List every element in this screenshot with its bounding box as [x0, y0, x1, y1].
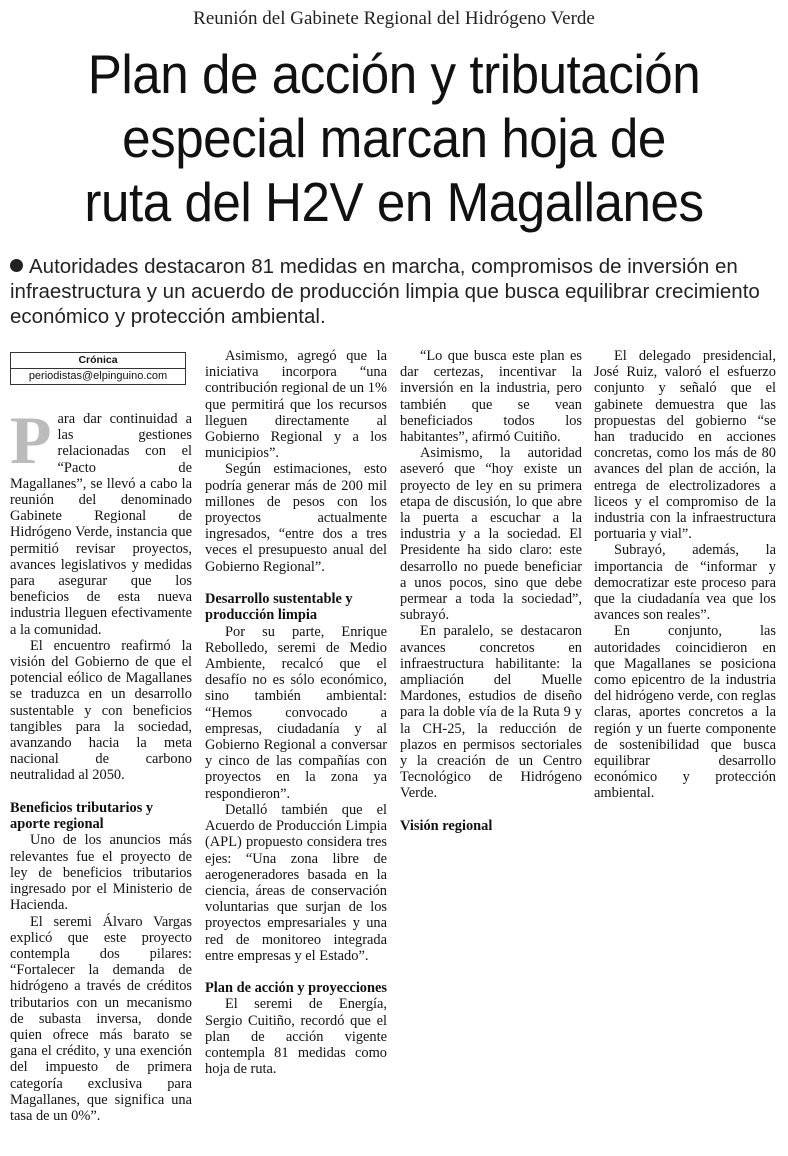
- subheading: Beneficios tributarios y aporte regional: [10, 799, 154, 833]
- subheading: Visión regional: [400, 817, 493, 834]
- paragraph: En paralelo, se destacaron avances concretos en infraestructura habilitante: la ampliación del Muelle Mardones, estudios de diseño para la doble vía de la Ruta 9 y la CH-25, la reducción de plazos en permisos sectoriales y la creación de un Centro Tecnológico de Hidrógeno Verde.: [400, 623, 582, 802]
- paragraph: En conjunto, las autoridades coincidieron en que Magallanes se posiciona como epicentro de la industria del hidrógeno verde, con reglas claras, aportes concretos a la región y un fuerte componente de sostenibilidad que busca equilibrar desarrollo económico y protección ambiental.: [594, 623, 776, 802]
- bullet-icon: [10, 259, 23, 272]
- dropcap: P: [10, 402, 52, 478]
- headline-line: ruta del H2V en Magallanes: [84, 171, 704, 233]
- column-3: [400, 348, 582, 834]
- paragraph: Subrayó, además, la importancia de “informar y democratizar este proceso para que la ciudadanía vea que los avances son reales”.: [594, 542, 776, 624]
- paragraph: El delegado presidencial, José Ruiz, valoró el esfuerzo conjunto y señaló que el gabinete demuestra que las propuestas del gobierno “se han traducido en acciones concretas, como los más de 80 avances del plan de acción, la entrega de electrolizadores a liceos y el compromiso de la industria con la infraestructura portuaria y vial”.: [594, 348, 776, 543]
- paragraph: El encuentro reafirmó la visión del Gobierno de que el potencial eólico de Magallanes se traduzca en un desarrollo sustentable y con beneficios tangibles para la sociedad, avanzando hacia la meta nacional de carbono neutralidad al 2050.: [10, 637, 192, 784]
- byline-section: Crónica: [11, 353, 185, 369]
- headline-line: Plan de acción y tributación: [87, 43, 701, 105]
- paragraph: Según estimaciones, esto podría generar más de 200 mil millones de pesos con los proyectos actualmente ingresados, “entre dos a tres veces el presupuesto anual del Gobierno Regional”.: [205, 461, 387, 575]
- paragraph: “Lo que busca este plan es dar certezas, incentivar la inversión en la industria, pero también que se vean beneficiados todos los habitantes”, afirmó Cuitiño.: [400, 348, 582, 446]
- paragraph: Asimismo, la autoridad aseveró que “hoy existe un proyecto de ley en su primera etapa de discusión, lo que abre la puerta a escuchar a la industria y a la sociedad. El Presidente ha sido claro: este desarrollo no puede beneficiar a unos pocos, sino que debe permear a toda la sociedad”, subrayó.: [400, 445, 582, 624]
- column-4: [594, 348, 776, 802]
- paragraph: El seremi Álvaro Vargas explicó que este proyecto contempla dos pilares: “Fortalecer la demanda de hidrógeno a través de créditos tributarios con un mecanismo de subasta inversa, donde quien ofrece más barato se gana el crédito, y una exención del impuesto de primera categoría exclusiva para Magallanes, que significa una tasa de un 0%”.: [10, 913, 192, 1124]
- paragraph: Para dar continuidad a las gestiones relacionadas con el “Pacto de Magallanes”, se llevó a cabo la reunión del denominado Gabinete Regional de Hidrógeno Verde, instancia que permitió revisar proyectos, avances legislativos y medidas para asegurar que los beneficios de esta nueva industria lleguen efectivamente a la comunidad.: [10, 402, 192, 638]
- subheading: Plan de acción y proyecciones: [205, 979, 387, 996]
- deck-text: Autoridades destacaron 81 medidas en marcha, compromisos de inversión en infraestructura y un acuerdo de producción limpia que busca equilibrar crecimiento económico y protección ambiental.: [10, 255, 760, 328]
- subheading: Desarrollo sustentable y producción limpia: [205, 590, 353, 624]
- byline-email[interactable]: periodistas@elpinguino.com: [28, 370, 168, 382]
- paragraph: Uno de los anuncios más relevantes fue el proyecto de ley de beneficios tributarios ingresado por el Ministerio de Hacienda.: [10, 832, 192, 914]
- column-1: [10, 350, 192, 1124]
- headline-line: especial marcan hoja de: [122, 107, 666, 169]
- column-2: [205, 348, 387, 1077]
- paragraph: Por su parte, Enrique Rebolledo, seremi de Medio Ambiente, recalcó que el desafío no es sólo económico, sino también ambiental: “Hemos convocado a empresas, ciudadanía y al Gobierno Regional a conversar y cinco de las compañías con proyectos en la zona ya respondieron”.: [205, 623, 387, 802]
- byline-box: [10, 352, 186, 385]
- deck: [10, 254, 780, 329]
- headline: [28, 42, 761, 234]
- paragraph: Detalló también que el Acuerdo de Producción Limpia (APL) propuesto considera tres ejes: “Una zona libre de aerogeneradores basada en la ciencia, áreas de conservación voluntarias que surjan de los proyectos empresariales y una red de monitoreo integrada entre empresas y el Estado”.: [205, 801, 387, 964]
- kicker: Reunión del Gabinete Regional del Hidrógeno Verde: [193, 8, 595, 29]
- paragraph: El seremi de Energía, Sergio Cuitiño, recordó que el plan de acción vigente contempla 81 medidas como hoja de ruta.: [205, 996, 387, 1078]
- paragraph: Asimismo, agregó que la iniciativa incorpora “una contribución regional de un 1% que permitirá que los recursos lleguen directamente al Gobierno Regional y a los municipios”.: [205, 348, 387, 462]
